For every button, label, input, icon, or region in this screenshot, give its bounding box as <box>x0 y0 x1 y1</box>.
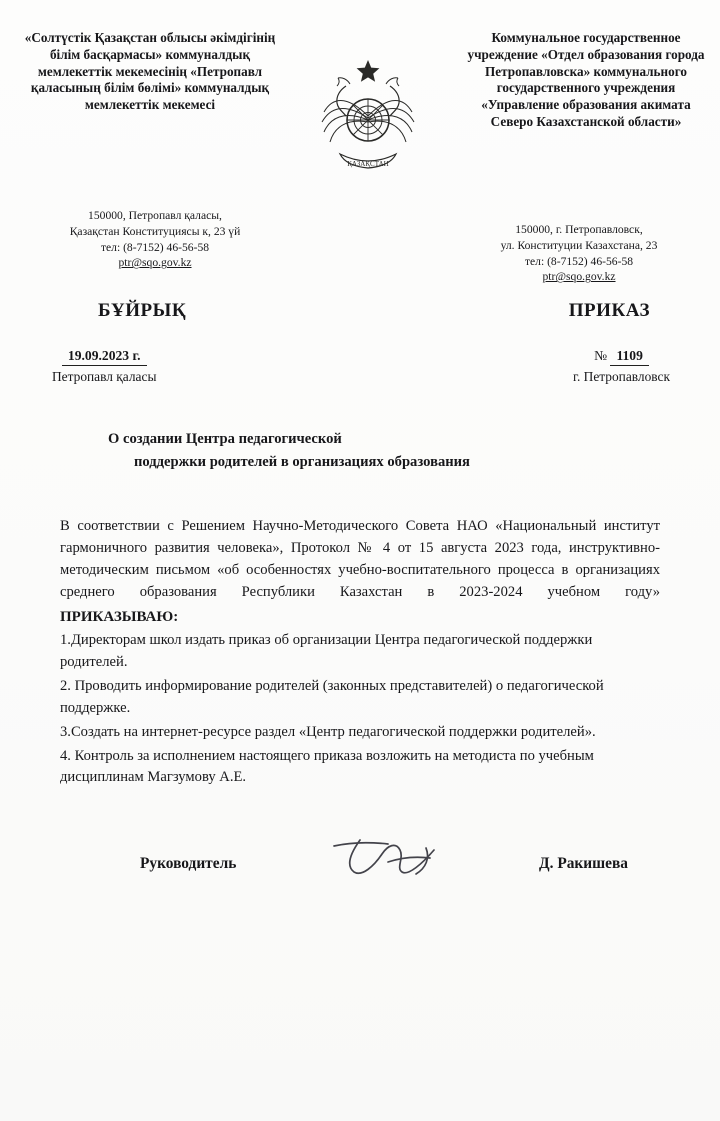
order-item-3: 3.Создать на интернет-ресурсе раздел «Центр педагогической поддержки родителей». <box>60 723 596 740</box>
order-item-4: 4. Контроль за исполнением настоящего приказа возложить на методиста по учебным дисциплинам Магзумову А.Е. <box>60 747 594 786</box>
order-city-kazakh: Петропавл қаласы <box>52 369 157 384</box>
handwritten-signature-icon <box>330 832 450 888</box>
address-left-line1: 150000, Петропавл қаласы, <box>88 209 222 222</box>
address-right-phone: тел: (8-7152) 46-56-58 <box>524 254 634 268</box>
address-left-email[interactable]: ptr@sqo.gov.kz <box>118 256 192 270</box>
address-left-phone: тел: (8-7152) 46-56-58 <box>100 240 210 254</box>
command-word: ПРИКАЗЫВАЮ: <box>60 608 179 625</box>
order-item-2: 2. Проводить информирование родителей (законных представителей) о педагогической поддержке. <box>60 677 604 716</box>
order-date: 19.09.2023 г. <box>62 348 147 366</box>
svg-text:ҚАЗАҚСТАН: ҚАЗАҚСТАН <box>347 160 389 168</box>
intro-paragraph: В соответствии с Решением Научно-Методического Совета НАО «Национальный институт гармоничного развития человека», Протокол № 4 от 15 августа 2023 года, инструктивно-методическим письмом «об особенностях учебно-воспитательного процесса в организациях среднего образования Республики Казахстан в 2023-2024 учебном году» <box>60 518 660 600</box>
signature-role: Руководитель <box>140 855 237 872</box>
order-city-russian: г. Петропавловск <box>572 369 670 384</box>
address-left-line2: Қазақстан Конституциясы к, 23 үй <box>69 224 241 238</box>
address-right-email[interactable]: ptr@sqo.gov.kz <box>542 270 616 284</box>
order-word-russian: ПРИКАЗ <box>568 300 650 321</box>
order-word-row <box>0 300 720 322</box>
header-org-russian: Коммунальное государственное учреждение «Отдел образования города Петропавловска» коммунального государственного учреждения «Управление образования акимата Северо Казахстанской области» <box>467 30 705 129</box>
order-number-prefix: № <box>594 348 608 363</box>
order-number-block <box>573 348 670 385</box>
address-right-line2: ул. Конституции Казахстана, 23 <box>500 238 658 252</box>
order-meta-row <box>0 348 720 385</box>
order-word-kazakh: БҰЙРЫҚ <box>98 300 187 321</box>
document-title-line1: О создании Центра педагогической <box>108 431 342 447</box>
document-title-line2: поддержки родителей в организациях образования <box>134 453 470 470</box>
document-content <box>60 516 660 789</box>
address-right-line1: 150000, г. Петропавловск, <box>515 223 643 236</box>
kazakhstan-coat-of-arms-icon <box>316 54 420 186</box>
address-block-kazakh <box>30 208 280 271</box>
header-org-kazakh: «Солтүстік Қазақстан облысы әкімдігінің білім басқармасы» коммуналдық мемлекеттік мекемесінің «Петропавл қаласының білім бөлімі» коммуналдық мемлекеттік мекемесі <box>24 30 276 113</box>
document-header <box>0 30 720 186</box>
order-date-block <box>52 348 156 385</box>
document-title <box>108 428 648 473</box>
order-item-1: 1.Директорам школ издать приказ об организации Центра педагогической поддержки родителей. <box>60 632 593 670</box>
signature-name: Д. Ракишева <box>539 855 628 872</box>
order-number: 1109 <box>610 348 648 366</box>
address-block-russian <box>454 222 704 285</box>
